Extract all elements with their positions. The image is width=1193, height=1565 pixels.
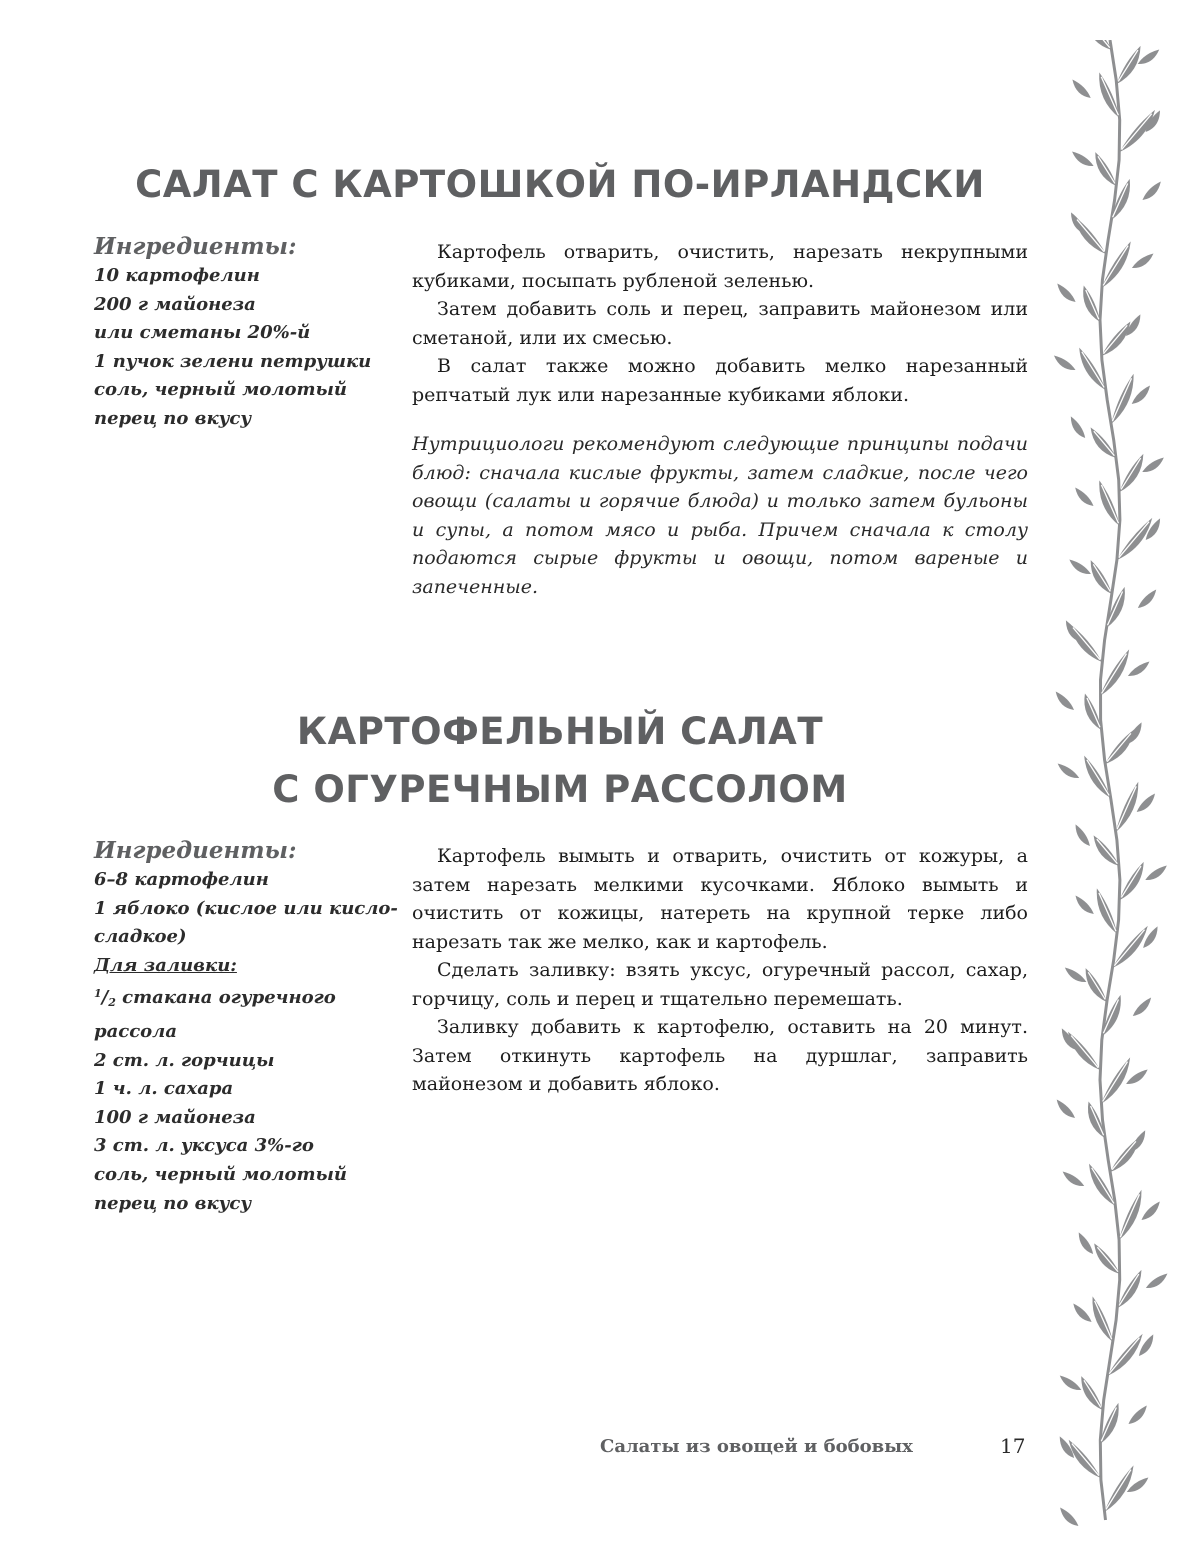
leaf xyxy=(1115,516,1157,564)
leaf xyxy=(1075,1231,1095,1257)
leaf xyxy=(1067,557,1092,577)
ingredient-item: 10 картофелин xyxy=(94,265,260,286)
leaf xyxy=(1057,1506,1080,1529)
leaf xyxy=(1141,455,1166,475)
recipe2-ingredients xyxy=(94,836,398,1218)
leaf xyxy=(1125,1067,1150,1087)
ingredient-item: 6–8 картофелин xyxy=(94,869,269,890)
ingredient-item: или сметаны 20%-й xyxy=(94,322,311,344)
ingredient-item: рассола xyxy=(94,1020,178,1042)
leaf xyxy=(1131,996,1154,1019)
instruction-paragraph: Картофель отварить, очистить, нарезать некрупными кубиками, посыпать рубленой зеленью. xyxy=(412,241,1028,292)
ingredients-heading: Ингредиенты: xyxy=(94,837,297,864)
ingredient-item: 2 ст. л. горчицы xyxy=(94,1049,275,1071)
ingredient-item: 1 пучок зелени петрушки xyxy=(94,350,372,372)
nutrition-note: Нутрициологи рекомендуют следующие принципы подачи блюд: сначала кислые фрукты, затем сладкие, после чего овощи (салаты и горячие блюда) и только затем бульоны и супы, а потом мясо и рыба. Причем сначала к столу подаются сырые фрукты и овощи, потом вареные и запеченные. xyxy=(412,433,1028,598)
ingredient-item: 100 г майонеза xyxy=(94,1106,256,1128)
leaf xyxy=(1144,863,1169,883)
leaf xyxy=(1114,44,1146,87)
fraction-rest: стакана огуречного xyxy=(122,987,336,1009)
ingredient-item: перец по вкусу xyxy=(94,1192,252,1214)
leaf xyxy=(1140,1200,1163,1223)
leaf xyxy=(1062,965,1087,985)
ingredient-item: 200 г майонеза xyxy=(94,293,256,315)
leaf xyxy=(1069,78,1092,101)
leaf xyxy=(1072,486,1095,509)
ingredient-item: перец по вкусу xyxy=(94,407,252,429)
leaf xyxy=(1054,282,1077,305)
leaf xyxy=(1072,894,1095,917)
leaf xyxy=(1127,659,1152,679)
leaf xyxy=(1087,1295,1116,1344)
instruction-paragraph: Картофель вымыть и отварить, очистить от кожуры, а затем нарезать мелкими кусочками. Яблоко вымыть и очистить от кожицы, натереть на крупной терке либо нарезать так же мелко, как и картофель. xyxy=(412,845,1028,953)
leaf xyxy=(1053,1098,1076,1121)
page-number: 17 xyxy=(1000,1434,1026,1458)
fraction-denominator: 2 xyxy=(108,996,116,1010)
dressing-heading: Для заливки: xyxy=(94,954,237,976)
ingredient-item: 1 яблоко (кислое или кисло- xyxy=(94,897,398,919)
recipe1-ingredients xyxy=(94,232,394,434)
leaf xyxy=(1141,925,1161,951)
leaf xyxy=(1090,151,1119,190)
leaf-vine-ornament-icon xyxy=(1040,40,1180,1530)
leaf xyxy=(1072,823,1092,849)
instruction-paragraph: Сделать заливку: взять уксус, огуречный рассол, сахар, горчицу, соль и перец и тщательно перемешать. xyxy=(412,959,1028,1010)
ingredient-item: сладкое) xyxy=(94,926,187,948)
leaf xyxy=(1135,792,1158,815)
instruction-paragraph: В салат также можно добавить мелко нарезанный репчатый лук или нарезанные кубиками яблоки. xyxy=(412,355,1028,406)
leaf xyxy=(1076,1375,1105,1414)
leaf xyxy=(1052,690,1075,713)
ingredient-item: 1 ч. л. сахара xyxy=(94,1078,234,1100)
ingredient-item: соль, черный молотый xyxy=(94,379,347,401)
leaf xyxy=(1127,1404,1150,1427)
leaf xyxy=(1145,1271,1170,1291)
recipe2-title-line1: КАРТОФЕЛЬНЫЙ САЛАТ xyxy=(296,710,824,753)
leaf xyxy=(1081,40,1114,54)
recipe2-instructions xyxy=(412,842,1028,1099)
leaf xyxy=(1131,251,1156,271)
leaf xyxy=(1057,1373,1082,1393)
leaf xyxy=(1089,1242,1122,1278)
leaf xyxy=(1141,180,1164,203)
leaf xyxy=(1130,384,1153,407)
recipe2-title-line2: С ОГУРЕЧНЫМ РАССОЛОМ xyxy=(272,768,848,811)
ingredient-item-fraction: $^1/_2$ стакана огуречного xyxy=(94,987,336,1010)
ingredient-item: соль, черный молотый xyxy=(94,1163,347,1185)
leaf xyxy=(1109,178,1136,223)
leaf xyxy=(1055,761,1080,781)
leaf xyxy=(1117,452,1149,495)
leaf xyxy=(1078,284,1103,324)
leaf xyxy=(1070,149,1095,169)
leaf xyxy=(1064,1438,1103,1482)
ingredients-heading: Ингредиенты: xyxy=(94,233,297,260)
leaf xyxy=(1118,108,1160,156)
fraction-numerator: 1 xyxy=(94,987,102,1001)
leaf xyxy=(1091,887,1120,936)
leaf xyxy=(1070,1302,1093,1325)
leaf xyxy=(1051,353,1076,373)
leaf xyxy=(1085,559,1114,598)
leaf xyxy=(1067,415,1087,441)
leaf xyxy=(1136,588,1159,611)
recipe1-instructions xyxy=(412,238,1028,601)
instruction-paragraph: Затем добавить соль и перец, заправить майонезом или сметаной, или их смесью. xyxy=(412,298,1028,349)
recipe1-title: САЛАТ С КАРТОШКОЙ ПО-ИРЛАНДСКИ xyxy=(135,163,985,206)
leaf xyxy=(1060,1169,1085,1189)
leaf xyxy=(1104,586,1131,631)
ingredient-item: 3 ст. л. уксуса 3%-го xyxy=(94,1135,314,1157)
leaf xyxy=(1080,967,1109,1006)
instruction-paragraph: Заливку добавить к картофелю, оставить на 20 минут. Затем откинуть картофель на дуршлаг, заправить майонезом и добавить яблоко. xyxy=(412,1016,1028,1095)
leaf xyxy=(1118,860,1150,903)
running-footer: Салаты из овощей и бобовых xyxy=(600,1436,913,1457)
leaf xyxy=(1117,1189,1148,1243)
